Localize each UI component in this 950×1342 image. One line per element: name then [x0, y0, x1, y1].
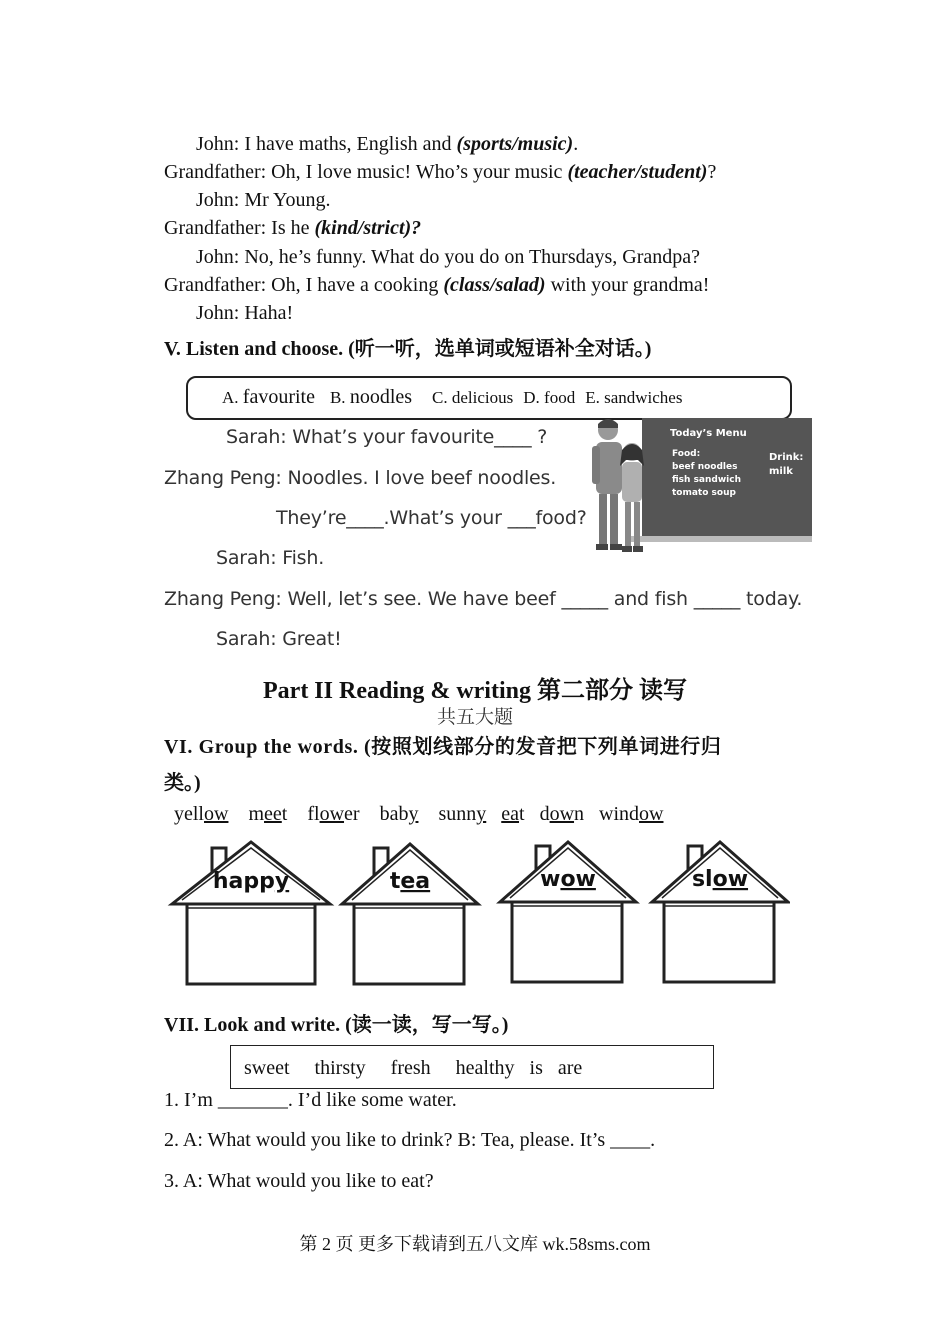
- section-6-heading: VI. Group the words. (按照划线部分的发音把下列单词进行归: [164, 736, 722, 758]
- houses: [164, 838, 790, 990]
- word-item: yellow: [174, 803, 229, 825]
- word-bank-item: thirsty: [314, 1057, 366, 1079]
- house-2-label: tea: [389, 869, 431, 894]
- line-text: Is he: [266, 217, 315, 239]
- word-item: sunny: [438, 803, 487, 825]
- line-text: Oh, I have a cooking: [266, 274, 444, 296]
- house-1-label: happy: [212, 869, 290, 894]
- choice-option: (sports/music): [456, 133, 574, 155]
- line-text: No, he’s funny. What do you do on Thursdays, Grandpa?: [239, 246, 701, 268]
- board-ledge: [626, 536, 812, 542]
- dialogue-line-4: Sarah: Fish.: [216, 547, 325, 569]
- speaker: John:: [196, 133, 240, 155]
- dialogue-line-5: Zhang Peng: Well, let’s see. We have beef _____ and fish _____ today.: [164, 588, 803, 610]
- dialogue-line: [196, 302, 293, 325]
- page-footer: 第 2 页 更多下载请到五八文库 wk.58sms.com: [299, 1234, 651, 1254]
- house-4-label: slow: [691, 867, 749, 892]
- menu-food-item: fish sandwich: [672, 475, 741, 485]
- girl-figure: [620, 443, 644, 552]
- section-6-heading-cont: 类。): [164, 772, 201, 794]
- speaker: Grandfather:: [164, 161, 267, 183]
- choice-option: (kind/strict)?: [314, 217, 422, 239]
- option-c: C. delicious: [432, 388, 514, 407]
- house-3-label: wow: [540, 867, 596, 892]
- question-2: 2. A: What would you like to drink? B: Tea, please. It’s ____.: [164, 1129, 656, 1151]
- question-1: 1. I’m _______. I’d like some water.: [164, 1089, 457, 1111]
- word-bank-item: are: [557, 1057, 583, 1079]
- speaker: John:: [196, 246, 240, 268]
- house-4: [652, 842, 788, 982]
- line-text: Haha!: [239, 302, 294, 324]
- section-5-heading: V. Listen and choose. (听一听，选单词或短语补全对话。): [164, 338, 652, 360]
- line-text: Oh, I love music! Who’s your music: [266, 161, 568, 183]
- speaker: Grandfather:: [164, 217, 267, 239]
- question-3: 3. A: What would you like to eat?: [164, 1170, 434, 1192]
- menu-drink-label: Drink:: [769, 452, 804, 463]
- word-item: down: [539, 803, 585, 825]
- dialogue-line-3: They’re____.What’s your ___food?: [276, 507, 587, 529]
- line-text-end: with your grandma!: [545, 274, 710, 296]
- word-item: flower: [307, 803, 360, 825]
- menu-food-item: tomato soup: [672, 488, 736, 498]
- house-3: [500, 842, 636, 982]
- dialogue-line-2: Zhang Peng: Noodles. I love beef noodles.: [164, 467, 557, 489]
- boy-figure: [592, 419, 622, 550]
- choice-option: (class/salad): [443, 274, 546, 296]
- dialogue-line: [196, 133, 578, 156]
- word-bank-item: fresh: [390, 1057, 431, 1079]
- word-item: window: [599, 803, 664, 825]
- word-bank: [244, 1057, 582, 1080]
- word-list: [174, 803, 663, 826]
- line-text: Mr Young.: [239, 189, 331, 211]
- part-2-title: Part II Reading & writing 第二部分 读写: [263, 678, 687, 704]
- word-options: [222, 386, 682, 409]
- dialogue-line: [196, 189, 331, 212]
- menu-food-item: beef noodles: [672, 462, 738, 472]
- word-item: meet: [248, 803, 288, 825]
- option-a-letter: A.: [222, 388, 243, 407]
- dialogue-line-6: Sarah: Great!: [216, 628, 342, 650]
- menu-drink-item: milk: [769, 466, 793, 477]
- section-7-heading: VII. Look and write. (读一读，写一写。): [164, 1014, 509, 1036]
- line-text: I have maths, English and: [239, 133, 457, 155]
- word-bank-item: sweet: [244, 1057, 290, 1079]
- option-e: E. sandwiches: [585, 388, 683, 407]
- dialogue-line: [164, 217, 421, 240]
- word-item: baby: [379, 803, 419, 825]
- speaker: John:: [196, 189, 240, 211]
- menu-illustration: [586, 416, 814, 564]
- choice-option: (teacher/student): [567, 161, 708, 183]
- dialogue-line: [196, 246, 700, 269]
- option-d: D. food: [523, 388, 576, 407]
- word-bank-item: healthy: [455, 1057, 515, 1079]
- speaker: John:: [196, 302, 240, 324]
- dialogue-line: [164, 161, 716, 184]
- menu-food-label: Food:: [672, 449, 701, 459]
- option-b: noodles: [349, 386, 413, 408]
- house-1: [172, 842, 330, 984]
- line-text-end: ?: [707, 161, 717, 183]
- line-text-end: .: [573, 133, 579, 155]
- menu-title: Today’s Menu: [670, 428, 747, 439]
- part-2-subtitle: 共五大题: [436, 707, 513, 728]
- dialogue-line-1: Sarah: What’s your favourite____ ?: [226, 426, 548, 448]
- house-2: [342, 844, 478, 984]
- speaker: Grandfather:: [164, 274, 267, 296]
- word-bank-item: is: [529, 1057, 543, 1079]
- dialogue-line: [164, 274, 709, 297]
- option-b-letter: B.: [329, 388, 350, 407]
- option-a: favourite: [242, 386, 315, 408]
- word-item: eat: [501, 803, 525, 825]
